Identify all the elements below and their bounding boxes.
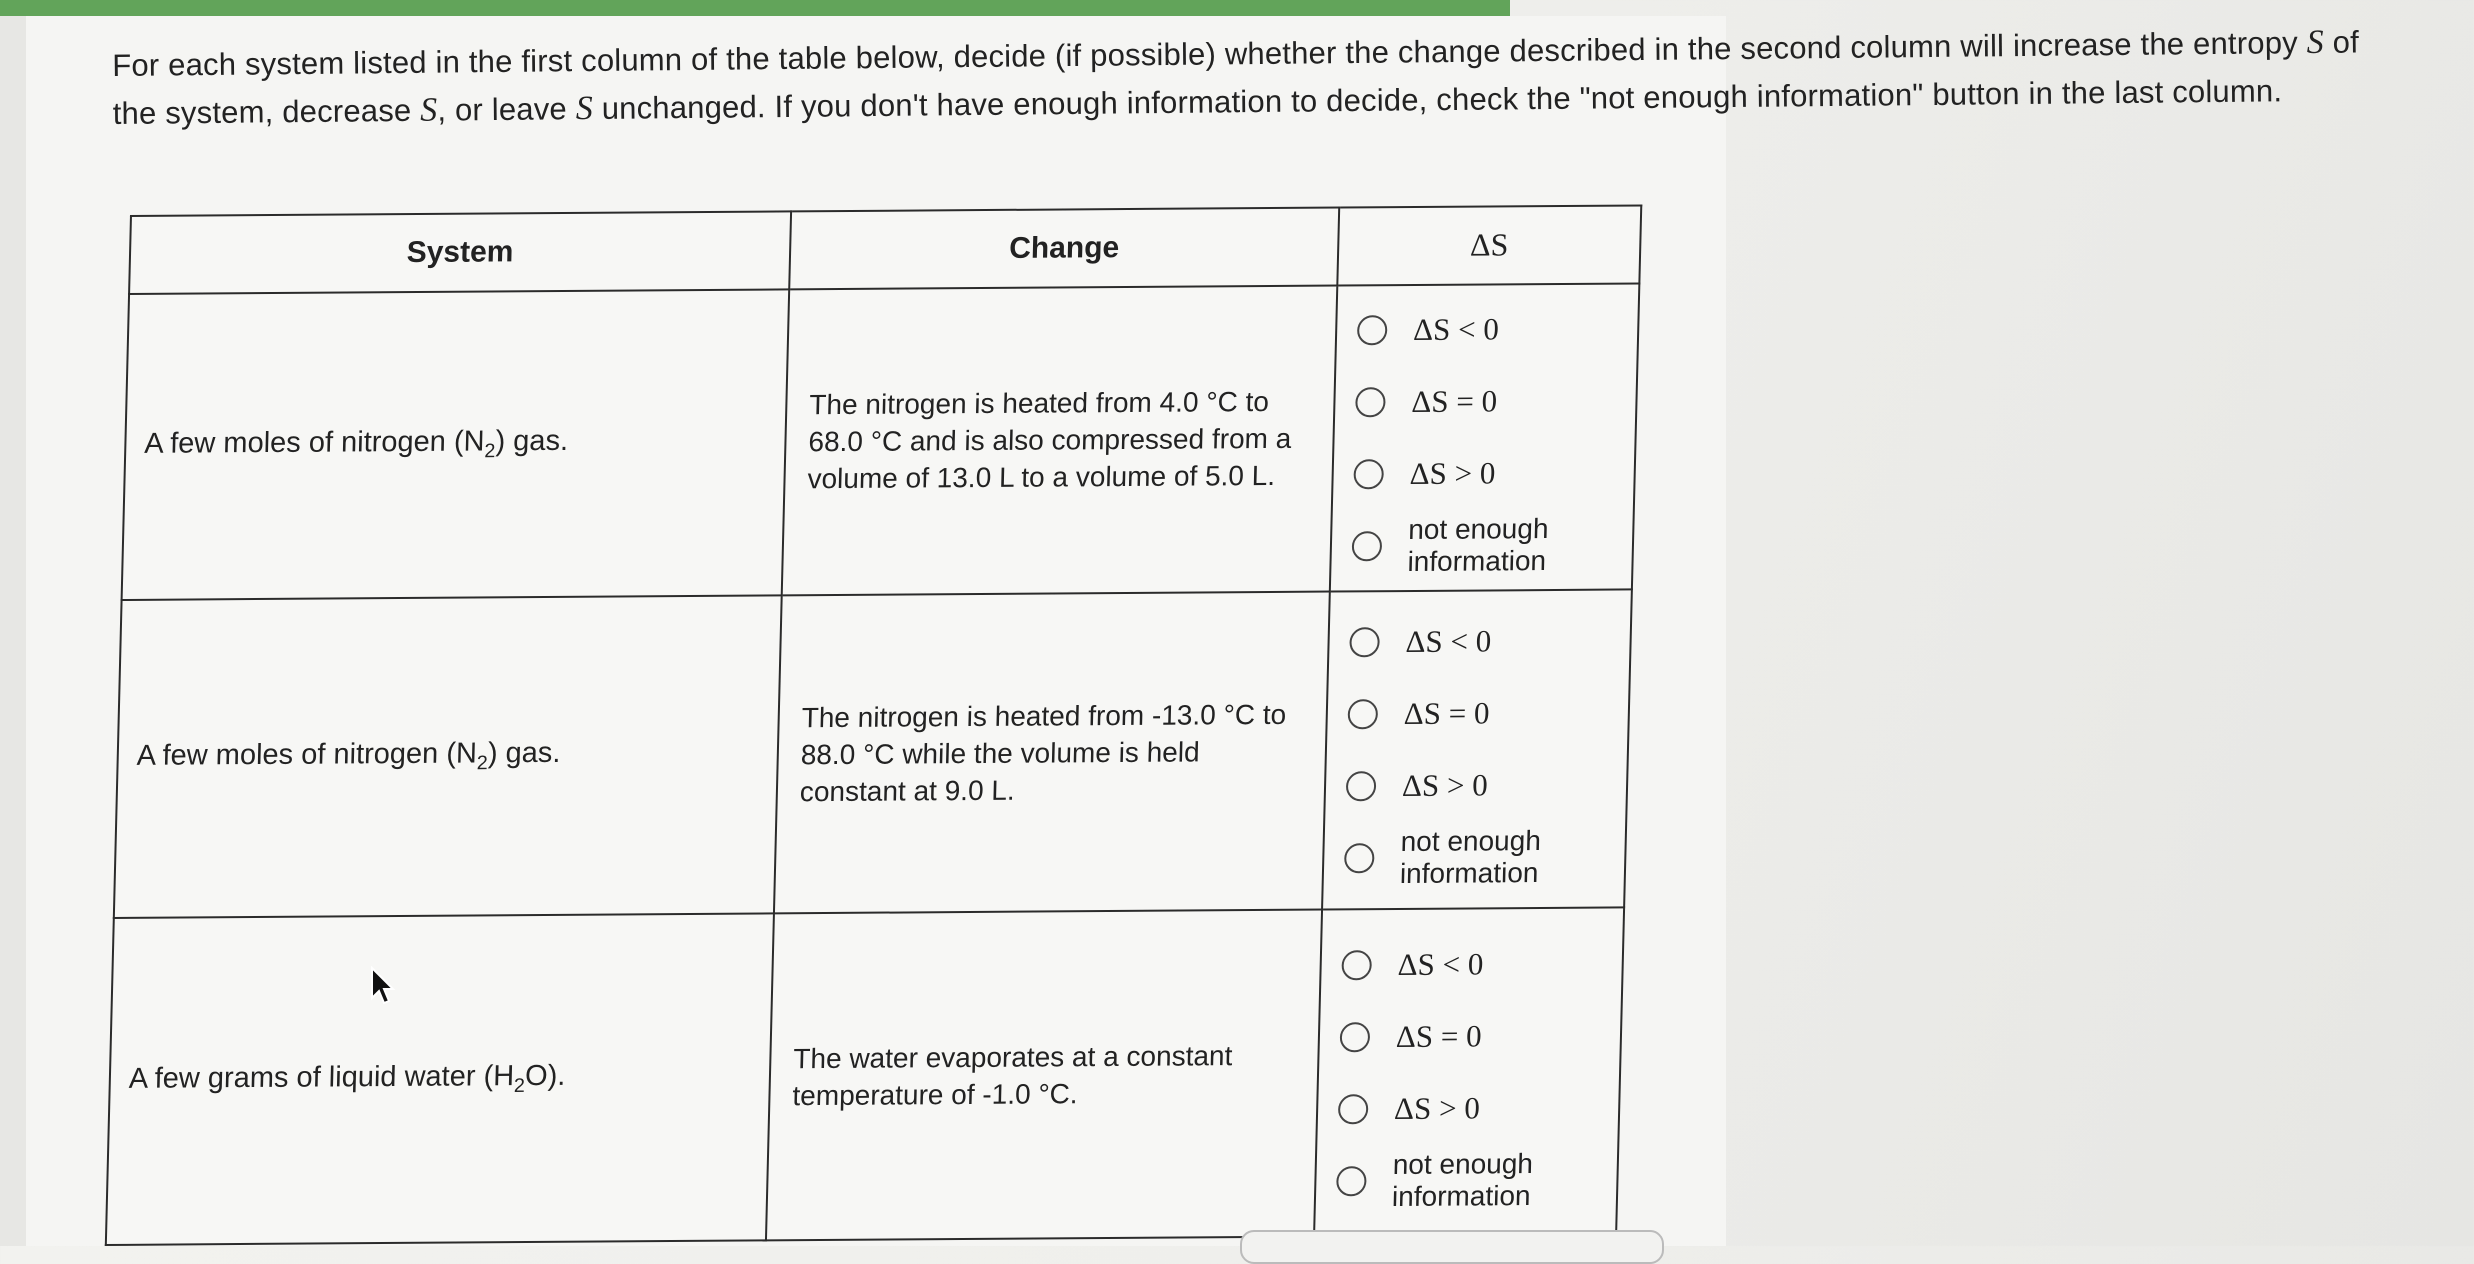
option-delta-s-negative[interactable]: ΔS < 0 bbox=[1321, 927, 1623, 1001]
option-not-enough-info[interactable]: not enough information bbox=[1323, 821, 1625, 895]
delta-s-options bbox=[1330, 283, 1640, 591]
delta-s-options bbox=[1322, 589, 1632, 910]
option-not-enough-info[interactable]: not enough information bbox=[1331, 508, 1633, 582]
option-delta-s-positive[interactable]: ΔS > 0 bbox=[1325, 749, 1627, 823]
bottom-control-edge bbox=[1240, 1230, 1664, 1264]
option-delta-s-negative[interactable]: ΔS < 0 bbox=[1336, 292, 1638, 366]
entropy-table bbox=[105, 204, 1642, 1246]
table-row bbox=[114, 589, 1632, 918]
change-cell: The nitrogen is heated from 4.0 °C to 68.0 °C and is also compressed from a volume of 13.0 L to a volume of 5.0 L. bbox=[782, 285, 1338, 595]
option-delta-s-positive[interactable]: ΔS > 0 bbox=[1333, 436, 1635, 510]
top-accent-bar bbox=[0, 0, 1510, 16]
table-row bbox=[106, 908, 1624, 1245]
header-delta-s: ΔS bbox=[1337, 205, 1641, 285]
change-cell: The nitrogen is heated from -13.0 °C to 88.0 °C while the volume is held constant at 9.0 L. bbox=[774, 591, 1330, 913]
radio-button[interactable] bbox=[1344, 843, 1375, 873]
left-edge bbox=[0, 0, 26, 1246]
option-delta-s-negative[interactable]: ΔS < 0 bbox=[1329, 605, 1631, 679]
change-cell: The water evaporates at a constant temperature of -1.0 °C. bbox=[766, 910, 1322, 1240]
header-system: System bbox=[129, 211, 791, 293]
option-delta-s-positive[interactable]: ΔS > 0 bbox=[1317, 1071, 1619, 1145]
radio-button[interactable] bbox=[1353, 459, 1384, 489]
delta-s-options bbox=[1314, 908, 1624, 1237]
radio-button[interactable] bbox=[1347, 699, 1378, 729]
radio-button[interactable] bbox=[1352, 531, 1383, 561]
table-header-row bbox=[129, 205, 1641, 293]
radio-button[interactable] bbox=[1341, 950, 1372, 980]
system-cell: A few moles of nitrogen $(N_2)$ gas. bbox=[114, 595, 782, 918]
option-delta-s-zero[interactable]: ΔS = 0 bbox=[1335, 364, 1637, 438]
radio-button[interactable] bbox=[1357, 315, 1388, 345]
option-delta-s-zero[interactable]: ΔS = 0 bbox=[1327, 677, 1629, 751]
instructions-text: For each system listed in the first column of the table below, decide (if possible) whether the change described in the second column will increase the entropy S of the system, decrease S, or leave S unchanged. If you don't have enough information to decide, check the "not enough information" button in the last column. bbox=[112, 23, 2360, 131]
radio-button[interactable] bbox=[1355, 387, 1386, 417]
header-change: Change bbox=[789, 208, 1339, 289]
radio-button[interactable] bbox=[1349, 627, 1380, 657]
radio-button[interactable] bbox=[1346, 771, 1377, 801]
option-not-enough-info[interactable]: not enough information bbox=[1316, 1143, 1618, 1217]
radio-button[interactable] bbox=[1336, 1166, 1367, 1196]
system-cell: A few moles of nitrogen $(N_2)$ gas. bbox=[122, 289, 790, 600]
table-row bbox=[122, 283, 1640, 600]
option-delta-s-zero[interactable]: ΔS = 0 bbox=[1319, 999, 1621, 1073]
radio-button[interactable] bbox=[1340, 1022, 1371, 1052]
radio-button[interactable] bbox=[1338, 1094, 1369, 1124]
system-cell: A few grams of liquid water $(H_2O)$. bbox=[106, 914, 774, 1245]
